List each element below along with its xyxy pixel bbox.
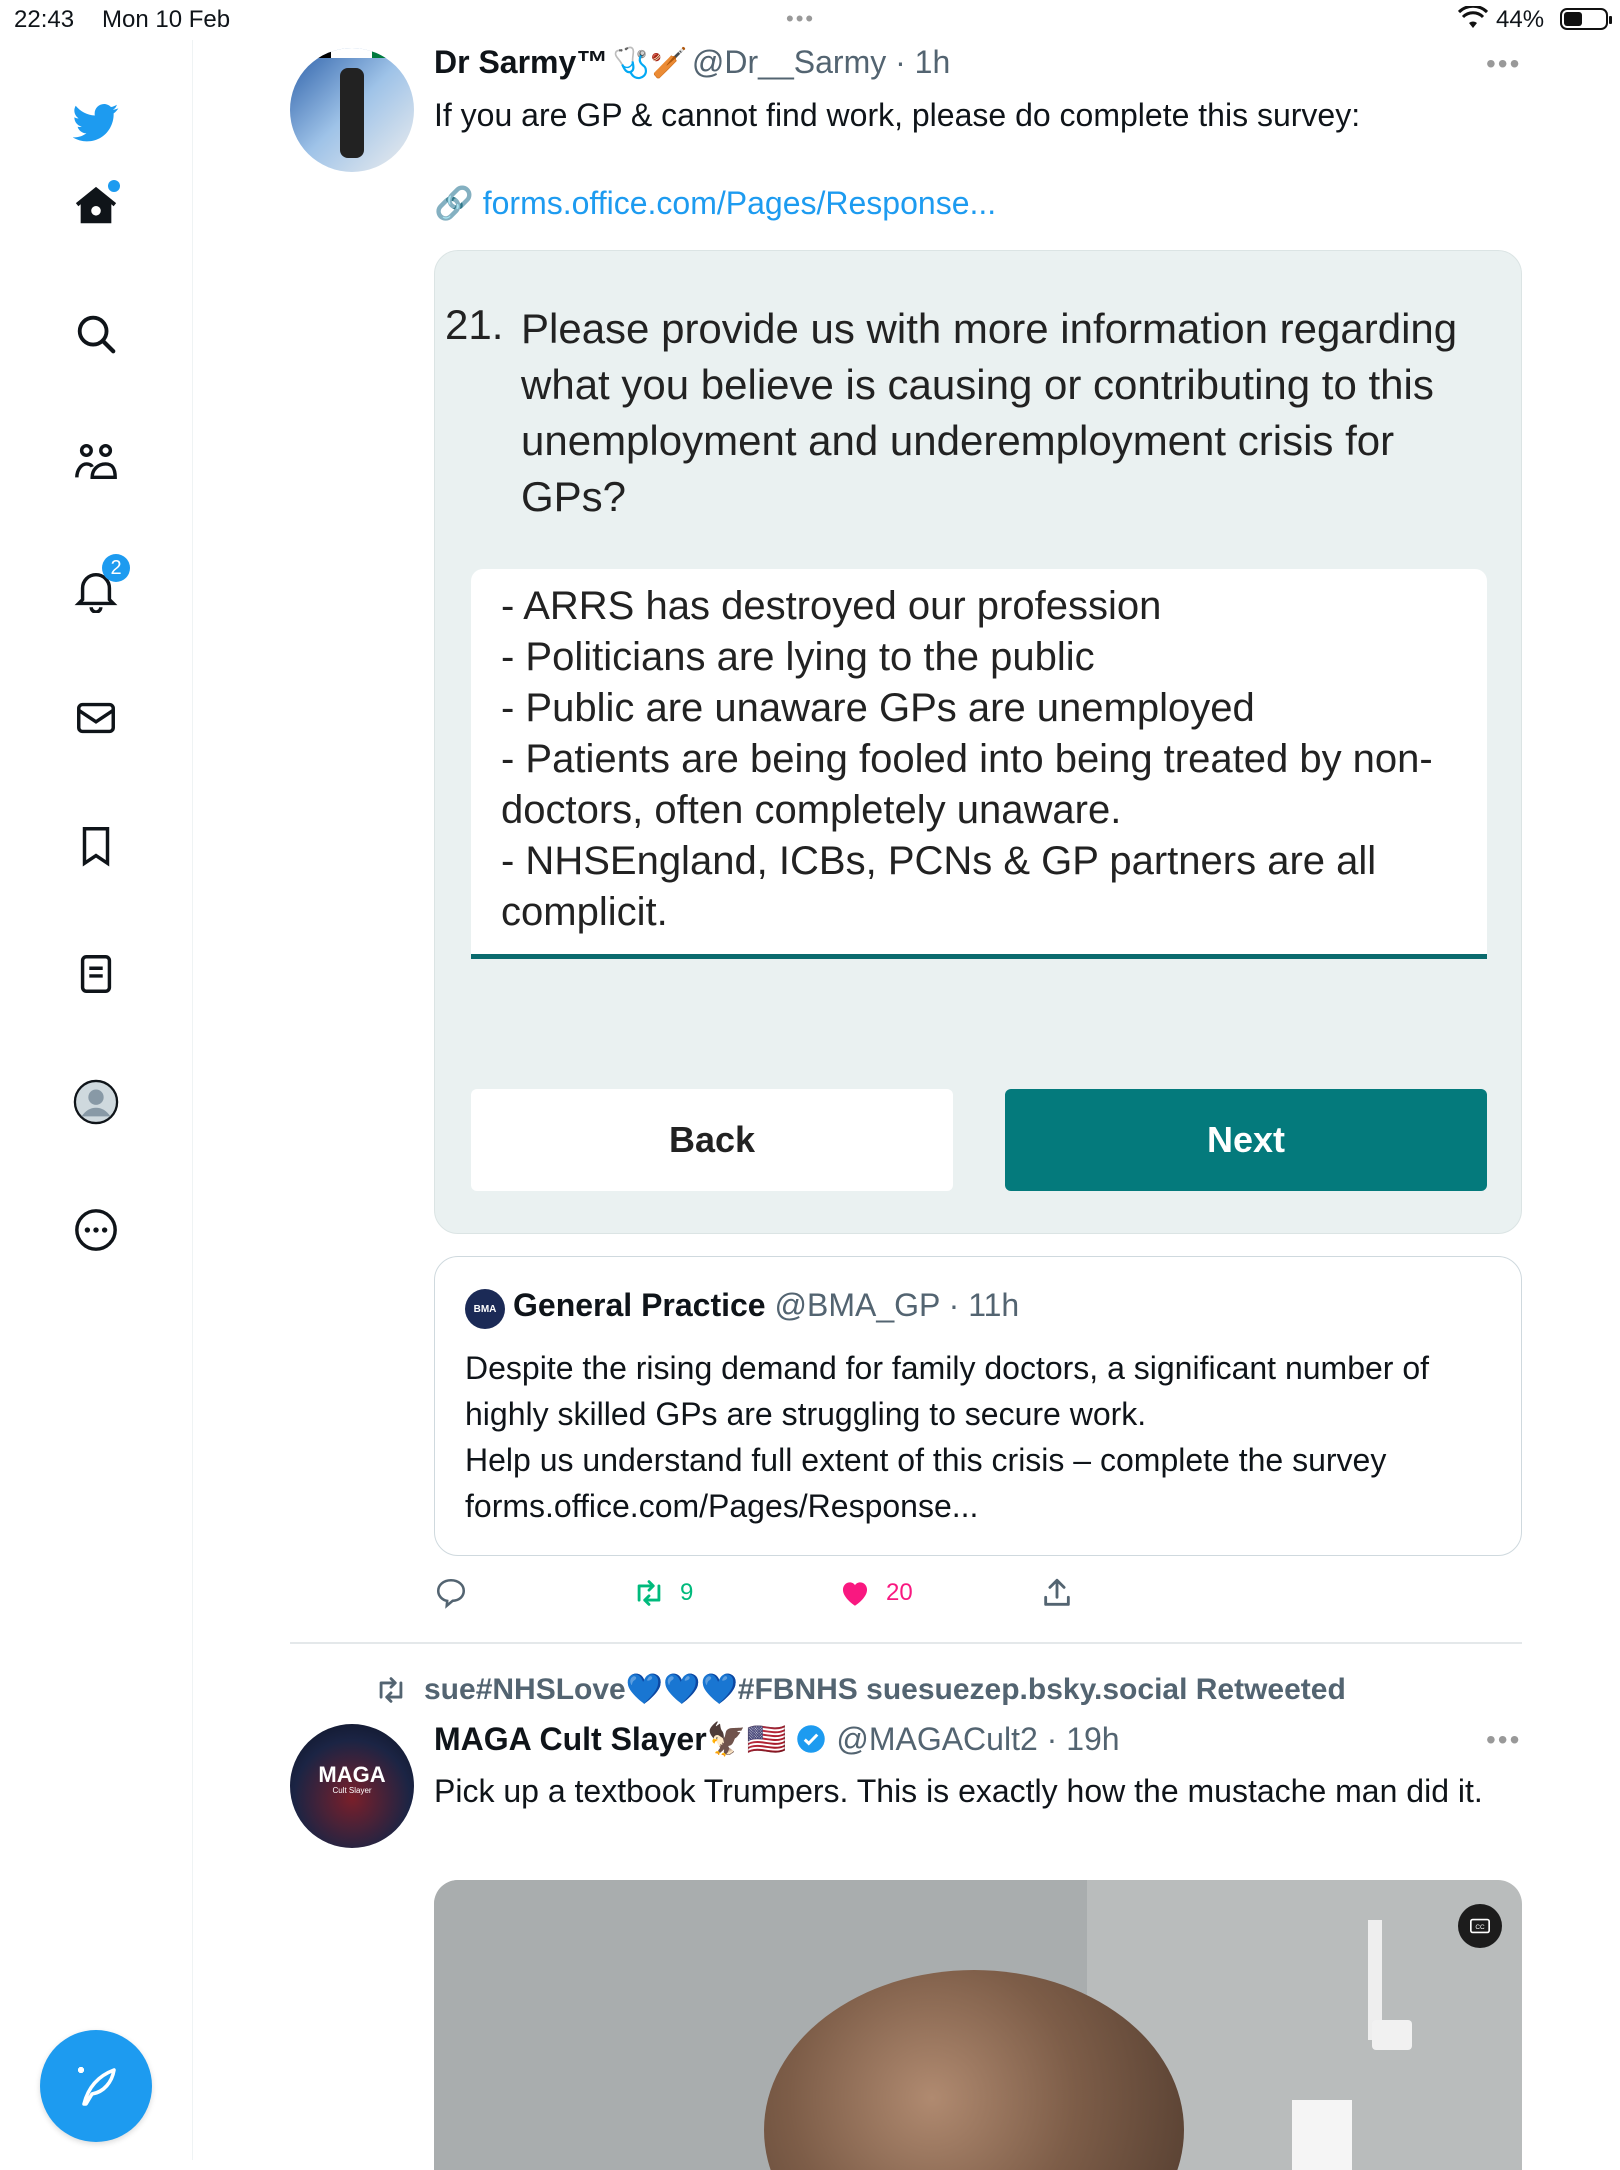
next-button[interactable]: Next xyxy=(1005,1089,1487,1191)
closed-captions-icon xyxy=(1469,1915,1491,1937)
multitasking-dots-icon[interactable]: ••• xyxy=(786,6,816,31)
profile-icon[interactable] xyxy=(64,1070,128,1134)
battery-percent: 44% xyxy=(1496,6,1545,33)
quoted-author-handle: @BMA_GP · 11h xyxy=(774,1287,1020,1323)
answer-line: - NHSEngland, ICBs, PCNs & GP partners are all complicit. xyxy=(501,839,1377,934)
tweet2-header xyxy=(434,1720,1120,1758)
tweet-header xyxy=(434,44,950,81)
reply-button[interactable] xyxy=(434,1576,468,1610)
communities-icon[interactable] xyxy=(64,430,128,494)
tweet-link[interactable] xyxy=(434,184,996,222)
quoted-author-name: General Practice xyxy=(513,1287,766,1323)
stethoscope-cricket-emoji: 🩺🏏 xyxy=(612,47,688,80)
home-icon[interactable] xyxy=(64,174,128,238)
heart-icon xyxy=(838,1576,872,1610)
like-button[interactable] xyxy=(838,1576,913,1610)
question-text: Please provide us with more information regarding what you believe is causing or contributing to this unemployment and underemployment crisis for GPs? xyxy=(521,305,1458,520)
share-icon xyxy=(1040,1576,1074,1610)
bookmarks-icon[interactable] xyxy=(64,814,128,878)
retweet-icon xyxy=(374,1673,408,1707)
question-number: 21. xyxy=(445,301,504,348)
quoted-text-line: Help us understand full extent of this crisis – complete the survey forms.office.com/Pages/Response... xyxy=(465,1442,1387,1524)
more-icon[interactable] xyxy=(64,1198,128,1262)
author-name[interactable]: Dr Sarmy™ xyxy=(434,44,609,80)
tweet2-text: Pick up a textbook Trumpers. This is exactly how the mustache man did it. xyxy=(434,1773,1483,1809)
retweet-button[interactable] xyxy=(632,1576,693,1610)
answer-line: - Public are unaware GPs are unemployed xyxy=(501,686,1255,730)
bma-avatar: BMA xyxy=(465,1289,505,1329)
home-new-dot xyxy=(108,180,120,192)
share-button[interactable] xyxy=(1040,1576,1074,1610)
answer-textarea[interactable] xyxy=(471,569,1487,959)
link-text: forms.office.com/Pages/Response... xyxy=(482,185,997,221)
messages-icon[interactable] xyxy=(64,686,128,750)
avatar-subtitle: Cult Slayer xyxy=(332,1786,372,1795)
retweet-banner[interactable] xyxy=(374,1672,1346,1707)
quoted-text xyxy=(465,1345,1495,1529)
back-button[interactable]: Back xyxy=(471,1089,953,1191)
status-date: Mon 10 Feb xyxy=(102,6,231,33)
quoted-header xyxy=(513,1287,1019,1324)
quoted-text-line: Despite the rising demand for family doctors, a significant number of highly skilled GPs are struggling to secure work. xyxy=(465,1350,1430,1432)
wifi-icon xyxy=(1458,6,1488,30)
tweet2-more-icon[interactable]: ••• xyxy=(1486,1724,1522,1755)
retweet-icon xyxy=(632,1576,666,1610)
answer-line: - Politicians are lying to the public xyxy=(501,635,1095,679)
notifications-icon[interactable] xyxy=(64,558,128,622)
answer-line: - ARRS has destroyed our profession xyxy=(501,584,1162,628)
answer-line: - Patients are being fooled into being treated by non-doctors, often completely unaware. xyxy=(501,737,1433,832)
quoted-tweet[interactable] xyxy=(434,1256,1522,1556)
tweet-text: If you are GP & cannot find work, please do complete this survey: xyxy=(434,97,1361,133)
notifications-badge: 2 xyxy=(102,554,130,582)
sidebar xyxy=(0,40,193,2160)
like-count: 20 xyxy=(886,1579,913,1606)
tweet-avatar-maga-cult-slayer[interactable] xyxy=(290,1724,414,1848)
status-bar xyxy=(0,0,1620,40)
battery-icon xyxy=(1560,8,1608,30)
author-handle[interactable]: @MAGACult2 · 19h xyxy=(836,1720,1120,1757)
tweet-divider xyxy=(290,1642,1522,1644)
compose-icon xyxy=(72,2062,120,2110)
verified-badge-icon xyxy=(796,1724,826,1754)
compose-button[interactable] xyxy=(40,2030,152,2142)
retweet-banner-text: sue#NHSLove💙💙💙#FBNHS suesuezep.bsky.social Retweeted xyxy=(424,1673,1346,1706)
twitter-bird-icon[interactable] xyxy=(64,90,128,154)
status-time: 22:43 xyxy=(14,6,75,33)
closed-captions-button[interactable] xyxy=(1458,1904,1502,1948)
reply-icon xyxy=(434,1576,468,1610)
tweet2-video[interactable] xyxy=(434,1880,1522,2170)
lists-icon[interactable] xyxy=(64,942,128,1006)
avatar-title: MAGA xyxy=(318,1762,386,1787)
survey-image-card[interactable] xyxy=(434,250,1522,1234)
tweet-avatar-dr-sarmy[interactable] xyxy=(290,48,414,172)
link-icon: 🔗 xyxy=(434,185,474,221)
tweet-actions xyxy=(434,1576,1522,1616)
svg-text:CC: CC xyxy=(1475,1923,1485,1931)
tweet-more-icon[interactable]: ••• xyxy=(1486,48,1522,79)
retweet-count: 9 xyxy=(680,1579,694,1606)
search-icon[interactable] xyxy=(64,302,128,366)
author-handle[interactable]: @Dr__Sarmy · 1h xyxy=(691,44,951,80)
author-name[interactable]: MAGA Cult Slayer🦅🇺🇸 xyxy=(434,1721,787,1757)
